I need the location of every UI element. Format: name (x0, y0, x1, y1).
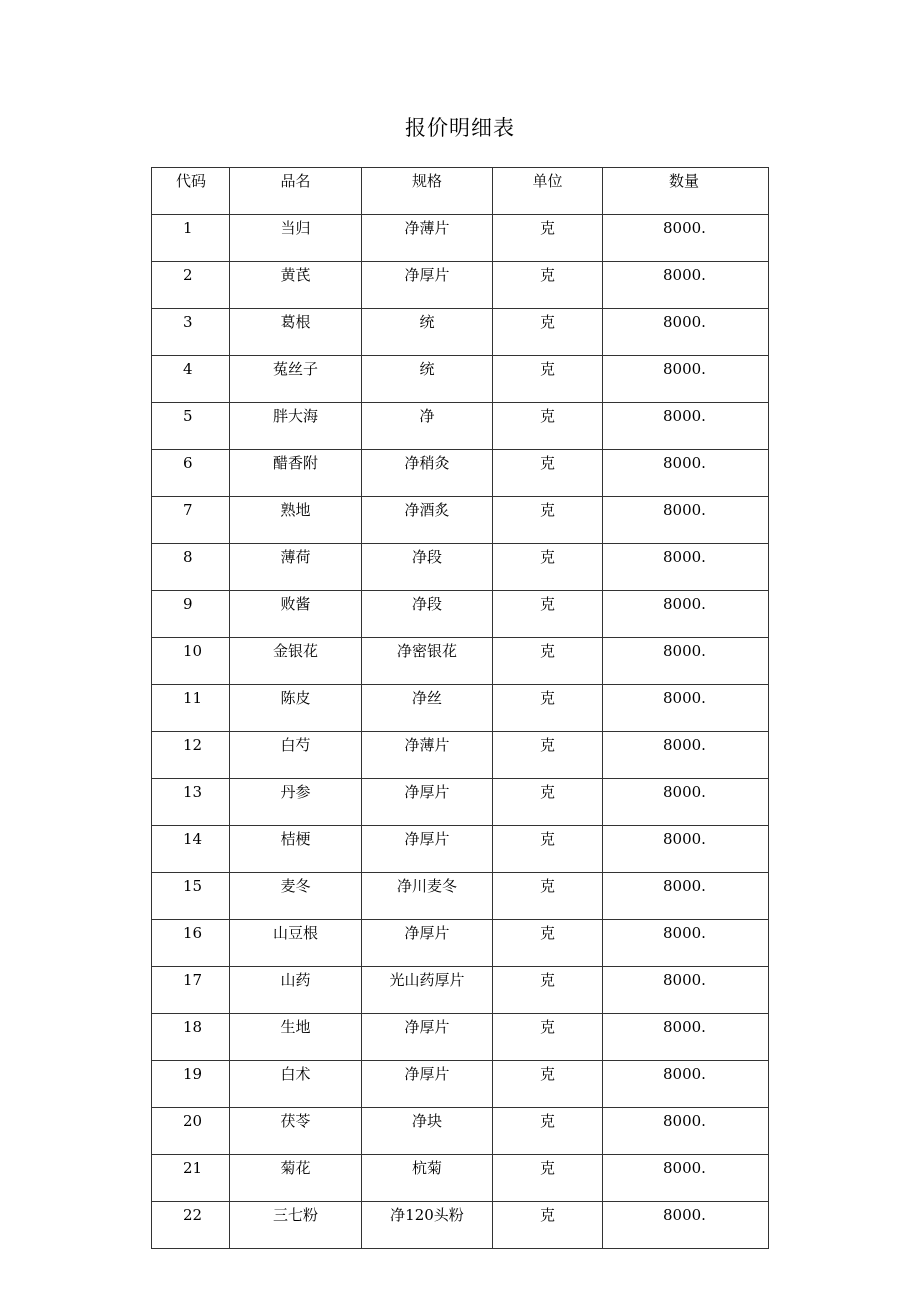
cell-code: 8 (152, 544, 230, 591)
cell-qty: 8000. (603, 685, 769, 732)
table-row (152, 967, 769, 1014)
table-row (152, 779, 769, 826)
cell-unit: 克 (493, 1202, 603, 1249)
table-row (152, 1014, 769, 1061)
table-row (152, 920, 769, 967)
cell-unit: 克 (493, 403, 603, 450)
cell-unit: 克 (493, 1108, 603, 1155)
table-row (152, 873, 769, 920)
cell-code: 20 (152, 1108, 230, 1155)
cell-qty: 8000. (603, 403, 769, 450)
cell-spec: 净厚片 (362, 1014, 493, 1061)
cell-spec: 光山药厚片 (362, 967, 493, 1014)
cell-unit: 克 (493, 732, 603, 779)
cell-code: 19 (152, 1061, 230, 1108)
table-row (152, 826, 769, 873)
cell-unit: 克 (493, 1061, 603, 1108)
cell-name: 薄荷 (230, 544, 362, 591)
cell-code: 12 (152, 732, 230, 779)
cell-name: 菊花 (230, 1155, 362, 1202)
table-row (152, 403, 769, 450)
cell-spec: 统 (362, 309, 493, 356)
cell-code: 11 (152, 685, 230, 732)
cell-qty: 8000. (603, 1202, 769, 1249)
table-row (152, 1108, 769, 1155)
cell-code: 7 (152, 497, 230, 544)
cell-spec: 净丝 (362, 685, 493, 732)
cell-unit: 克 (493, 215, 603, 262)
cell-spec: 净薄片 (362, 732, 493, 779)
table-row (152, 215, 769, 262)
cell-qty: 8000. (603, 779, 769, 826)
cell-spec: 净川麦冬 (362, 873, 493, 920)
cell-spec: 净厚片 (362, 1061, 493, 1108)
cell-code: 3 (152, 309, 230, 356)
cell-name: 麦冬 (230, 873, 362, 920)
cell-name: 当归 (230, 215, 362, 262)
cell-qty: 8000. (603, 967, 769, 1014)
cell-code: 22 (152, 1202, 230, 1249)
cell-name: 胖大海 (230, 403, 362, 450)
cell-spec: 净厚片 (362, 262, 493, 309)
cell-qty: 8000. (603, 497, 769, 544)
cell-spec: 统 (362, 356, 493, 403)
cell-name: 陈皮 (230, 685, 362, 732)
cell-name: 生地 (230, 1014, 362, 1061)
table-row (152, 638, 769, 685)
cell-code: 18 (152, 1014, 230, 1061)
cell-name: 金银花 (230, 638, 362, 685)
cell-unit: 克 (493, 873, 603, 920)
cell-unit: 克 (493, 544, 603, 591)
cell-name: 黄芪 (230, 262, 362, 309)
cell-qty: 8000. (603, 309, 769, 356)
cell-unit: 克 (493, 685, 603, 732)
table-row (152, 262, 769, 309)
cell-qty: 8000. (603, 873, 769, 920)
cell-unit: 克 (493, 779, 603, 826)
cell-qty: 8000. (603, 591, 769, 638)
cell-code: 9 (152, 591, 230, 638)
cell-unit: 克 (493, 920, 603, 967)
cell-name: 丹参 (230, 779, 362, 826)
cell-qty: 8000. (603, 1108, 769, 1155)
cell-qty: 8000. (603, 450, 769, 497)
cell-name: 白芍 (230, 732, 362, 779)
table-row (152, 1061, 769, 1108)
cell-code: 10 (152, 638, 230, 685)
column-header-spec: 规格 (362, 168, 493, 215)
cell-spec: 净 (362, 403, 493, 450)
cell-spec: 净厚片 (362, 920, 493, 967)
cell-qty: 8000. (603, 544, 769, 591)
table-row (152, 544, 769, 591)
cell-unit: 克 (493, 967, 603, 1014)
cell-unit: 克 (493, 450, 603, 497)
cell-spec: 净厚片 (362, 779, 493, 826)
table-row (152, 732, 769, 779)
table-body (152, 215, 769, 1249)
cell-name: 山药 (230, 967, 362, 1014)
quote-detail-table (151, 167, 769, 1249)
cell-qty: 8000. (603, 638, 769, 685)
cell-code: 16 (152, 920, 230, 967)
cell-unit: 克 (493, 1155, 603, 1202)
table-row (152, 497, 769, 544)
cell-qty: 8000. (603, 732, 769, 779)
cell-qty: 8000. (603, 356, 769, 403)
page-title: 报价明细表 (405, 116, 515, 140)
cell-name: 白术 (230, 1061, 362, 1108)
table-row (152, 356, 769, 403)
cell-qty: 8000. (603, 920, 769, 967)
cell-name: 败酱 (230, 591, 362, 638)
cell-qty: 8000. (603, 1014, 769, 1061)
cell-qty: 8000. (603, 215, 769, 262)
cell-spec: 净厚片 (362, 826, 493, 873)
cell-code: 14 (152, 826, 230, 873)
cell-spec: 净密银花 (362, 638, 493, 685)
cell-name: 菟丝子 (230, 356, 362, 403)
column-header-qty: 数量 (603, 168, 769, 215)
cell-unit: 克 (493, 638, 603, 685)
cell-unit: 克 (493, 826, 603, 873)
cell-name: 葛根 (230, 309, 362, 356)
cell-qty: 8000. (603, 1155, 769, 1202)
table-header-row (152, 168, 769, 215)
table-row (152, 1155, 769, 1202)
table-row (152, 591, 769, 638)
cell-qty: 8000. (603, 826, 769, 873)
cell-code: 13 (152, 779, 230, 826)
cell-spec: 净段 (362, 544, 493, 591)
cell-name: 桔梗 (230, 826, 362, 873)
cell-qty: 8000. (603, 262, 769, 309)
cell-name: 山豆根 (230, 920, 362, 967)
cell-spec: 杭菊 (362, 1155, 493, 1202)
table-row (152, 309, 769, 356)
cell-code: 21 (152, 1155, 230, 1202)
column-header-unit: 单位 (493, 168, 603, 215)
cell-unit: 克 (493, 591, 603, 638)
column-header-code: 代码 (152, 168, 230, 215)
table-row (152, 1202, 769, 1249)
cell-code: 5 (152, 403, 230, 450)
cell-code: 2 (152, 262, 230, 309)
cell-name: 熟地 (230, 497, 362, 544)
cell-code: 6 (152, 450, 230, 497)
cell-spec: 净段 (362, 591, 493, 638)
cell-name: 三七粉 (230, 1202, 362, 1249)
cell-unit: 克 (493, 1014, 603, 1061)
cell-code: 17 (152, 967, 230, 1014)
cell-name: 醋香附 (230, 450, 362, 497)
cell-code: 1 (152, 215, 230, 262)
cell-unit: 克 (493, 262, 603, 309)
cell-qty: 8000. (603, 1061, 769, 1108)
cell-unit: 克 (493, 497, 603, 544)
cell-code: 4 (152, 356, 230, 403)
cell-spec: 净块 (362, 1108, 493, 1155)
column-header-name: 品名 (230, 168, 362, 215)
cell-spec: 净酒炙 (362, 497, 493, 544)
cell-spec: 净120头粉 (362, 1202, 493, 1249)
cell-spec: 净薄片 (362, 215, 493, 262)
cell-code: 15 (152, 873, 230, 920)
cell-unit: 克 (493, 309, 603, 356)
cell-unit: 克 (493, 356, 603, 403)
table-row (152, 450, 769, 497)
table-row (152, 685, 769, 732)
cell-spec: 净稍灸 (362, 450, 493, 497)
cell-name: 茯苓 (230, 1108, 362, 1155)
